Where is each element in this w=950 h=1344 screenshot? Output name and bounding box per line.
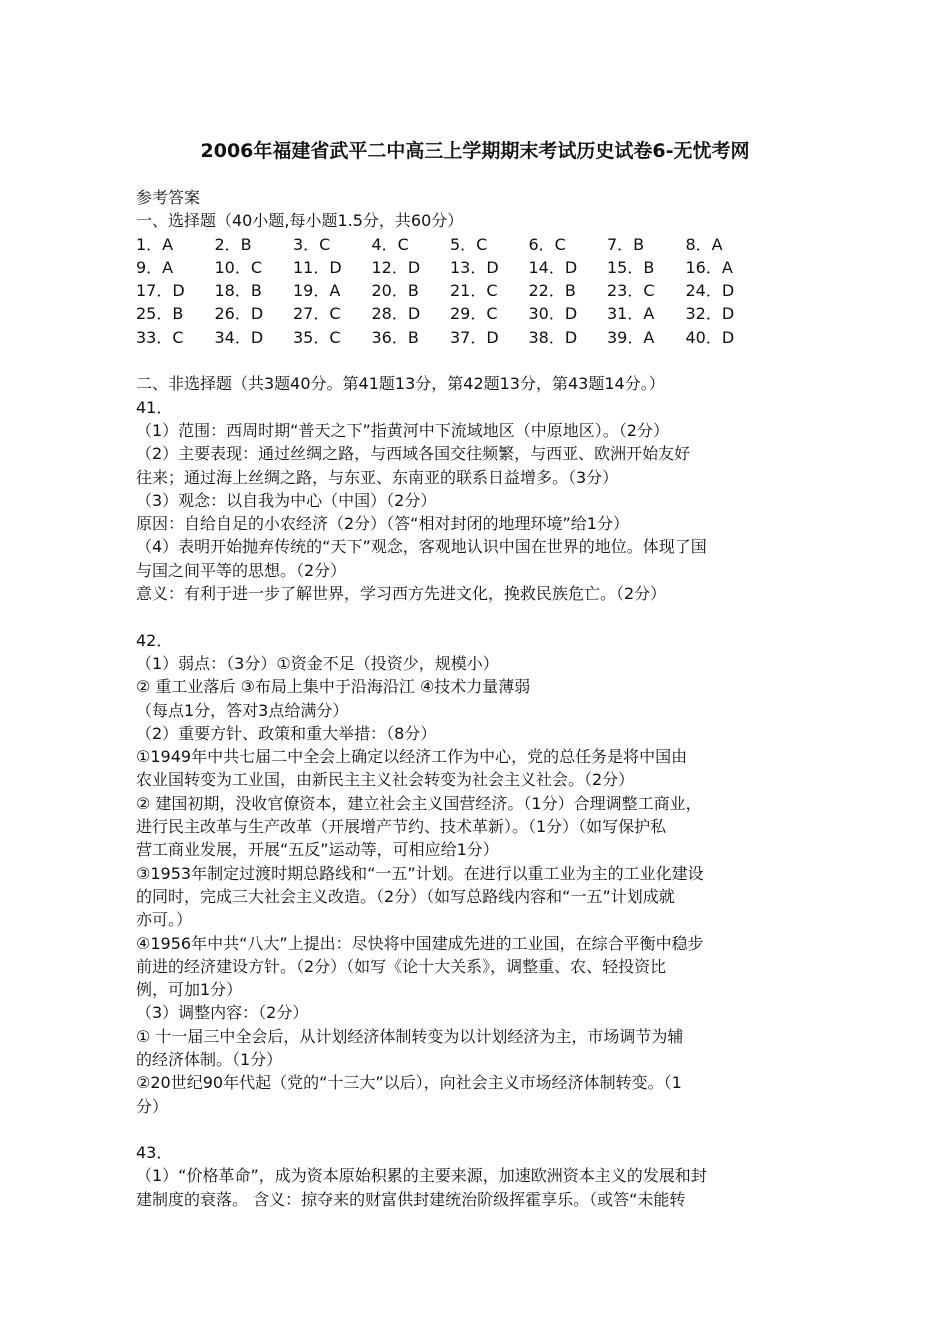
answer-cell: 28．D [371,304,421,324]
answer-line: ②20世纪90年代起（党的“十三大”以后），向社会主义市场经济体制转变。（1 [136,1073,682,1093]
answer-cell: 34．D [214,327,264,347]
answer-line: （2）重要方针、政策和重大举措：（8分） [136,723,437,743]
answer-line: ①1949年中共七届二中全会上确定以经济工作为中心，党的总任务是将中国由 [136,747,688,767]
answer-line: （每点1分，答对3点给满分） [136,700,349,720]
answer-cell: 9．A [136,257,174,277]
section2-heading: 二、非选择题（共3题40分。第41题13分，第42题13分，第43题14分。） [136,374,665,394]
answer-cell: 16．A [685,257,733,277]
answer-line: 前进的经济建设方针。（2分）（如写《论十大关系》，调整重、农、轻投资比 [136,956,667,976]
answer-line: （1）“价格革命”，成为资本原始积累的主要来源，加速欧洲资本主义的发展和封 [136,1166,707,1186]
answer-cell: 29．C [450,304,498,324]
answer-line: 的经济体制。（1分） [136,1049,283,1069]
answer-row [136,302,826,325]
answer-cell: 5．C [450,234,488,254]
answer-line: （3）观念：以自我为中心（中国）（2分） [136,490,437,510]
answer-content [136,186,826,1211]
answer-line: 建制度的衰落。 含义：掠夺来的财富供封建统治阶级挥霍享乐。（或答“未能转 [136,1189,686,1209]
answer-cell: 26．D [214,304,264,324]
answer-line: 43． [136,1143,173,1163]
answer-cell: 27．C [293,304,341,324]
answer-cell: 18．B [214,281,262,301]
answer-line: 意义：有利于进一步了解世界，学习西方先进文化，挽救民族危亡。（2分） [136,584,667,604]
answer-cell: 38．D [528,327,578,347]
answer-line: 农业国转变为工业国，由新民主主义社会转变为社会主义社会。（2分） [136,770,635,790]
answer-cell: 23．C [607,281,655,301]
answer-cell: 17．D [136,281,185,301]
answer-line: 营工商业发展，开展“五反”运动等，可相应给1分） [136,840,499,860]
question-41-answer [136,396,826,606]
answer-line: 41． [136,397,173,417]
answer-cell: 7．B [607,234,645,254]
answer-cell: 20．B [371,281,419,301]
multiple-choice-answers [136,233,826,349]
answer-row [136,233,826,256]
answer-line: ② 建国初期，没收官僚资本，建立社会主义国营经济。（1分）合理调整工商业， [136,793,702,813]
answer-line: 进行民主改革与生产改革（开展增产节约、技术革新）。（1分）（如写保护私 [136,817,667,837]
answer-cell: 11．D [293,257,342,277]
answer-cell: 1．A [136,234,174,254]
section1-heading: 一、选择题（40小题,每小题1.5分，共60分） [136,211,464,231]
answer-line: ① 十一届三中全会后，从计划经济体制转变为以计划经济为主，市场调节为辅 [136,1026,684,1046]
answer-cell: 22．B [528,281,576,301]
answer-line: （4）表明开始抛弃传统的“天下”观念，客观地认识中国在世界的地位。体现了国 [136,537,707,557]
answer-row [136,279,826,302]
answer-row [136,256,826,279]
answer-cell: 4．C [371,234,409,254]
answer-cell: 40．D [685,327,735,347]
answer-line: 分） [136,1096,169,1116]
answer-cell: 14．D [528,257,578,277]
answer-line: 原因：自给自足的小农经济（2分）（答“相对封闭的地理环境”给1分） [136,514,629,534]
answer-cell: 13．D [450,257,499,277]
answer-line: ② 重工业落后 ③布局上集中于沿海沿江 ④技术力量薄弱 [136,677,531,697]
answer-cell: 33．C [136,327,184,347]
answer-cell: 8．A [685,234,723,254]
answer-cell: 37．D [450,327,499,347]
spacer [136,605,826,628]
answer-cell: 10．C [214,257,263,277]
answer-cell: 21．C [450,281,498,301]
question-43-answer [136,1141,826,1211]
answer-line: 42． [136,630,173,650]
page-title: 2006年福建省武平二中高三上学期期末考试历史试卷6-无忧考网 [200,140,750,162]
answer-cell: 36．B [371,327,419,347]
answer-line: 例，可加1分） [136,980,243,1000]
answer-line: （1）范围：西周时期“普天之下”指黄河中下流域地区（中原地区）。（2分） [136,420,669,440]
answer-cell: 39．A [607,327,655,347]
answer-cell: 31．A [607,304,655,324]
answer-line: 与国之间平等的思想。（2分） [136,560,347,580]
answer-cell: 19．A [293,281,341,301]
spacer [136,349,826,372]
answer-cell: 15．B [607,257,655,277]
question-42-answer [136,629,826,1118]
answer-line: ③1953年制定过渡时期总路线和“一五”计划。在进行以重工业为主的工业化建设 [136,863,704,883]
answer-line: （3）调整内容：（2分） [136,1003,309,1023]
answer-cell: 2．B [214,234,252,254]
answers-heading: 参考答案 [136,188,201,207]
answer-line: ④1956年中共“八大”上提出：尽快将中国建成先进的工业国，在综合平衡中稳步 [136,933,704,953]
answer-cell: 32．D [685,304,735,324]
answer-line: （1）弱点：（3分）①资金不足（投资少，规模小） [136,653,499,673]
answer-cell: 6．C [528,234,566,254]
answer-line: 的同时，完成三大社会主义改造。（2分）（如写总路线内容和“一五”计划成就 [136,886,675,906]
answer-line: 往来；通过海上丝绸之路，与东亚、东南亚的联系日益增多。（3分） [136,467,619,487]
answer-cell: 35．C [293,327,341,347]
answer-cell: 3．C [293,234,331,254]
answer-cell: 30．D [528,304,578,324]
answer-cell: 24．D [685,281,735,301]
answer-cell: 12．D [371,257,421,277]
answer-line: （2）主要表现：通过丝绸之路，与西域各国交往频繁，与西亚、欧洲开始友好 [136,444,691,464]
answer-line: 亦可。） [136,910,193,930]
answer-cell: 25．B [136,304,184,324]
answer-row [136,326,826,349]
spacer [136,1118,826,1141]
